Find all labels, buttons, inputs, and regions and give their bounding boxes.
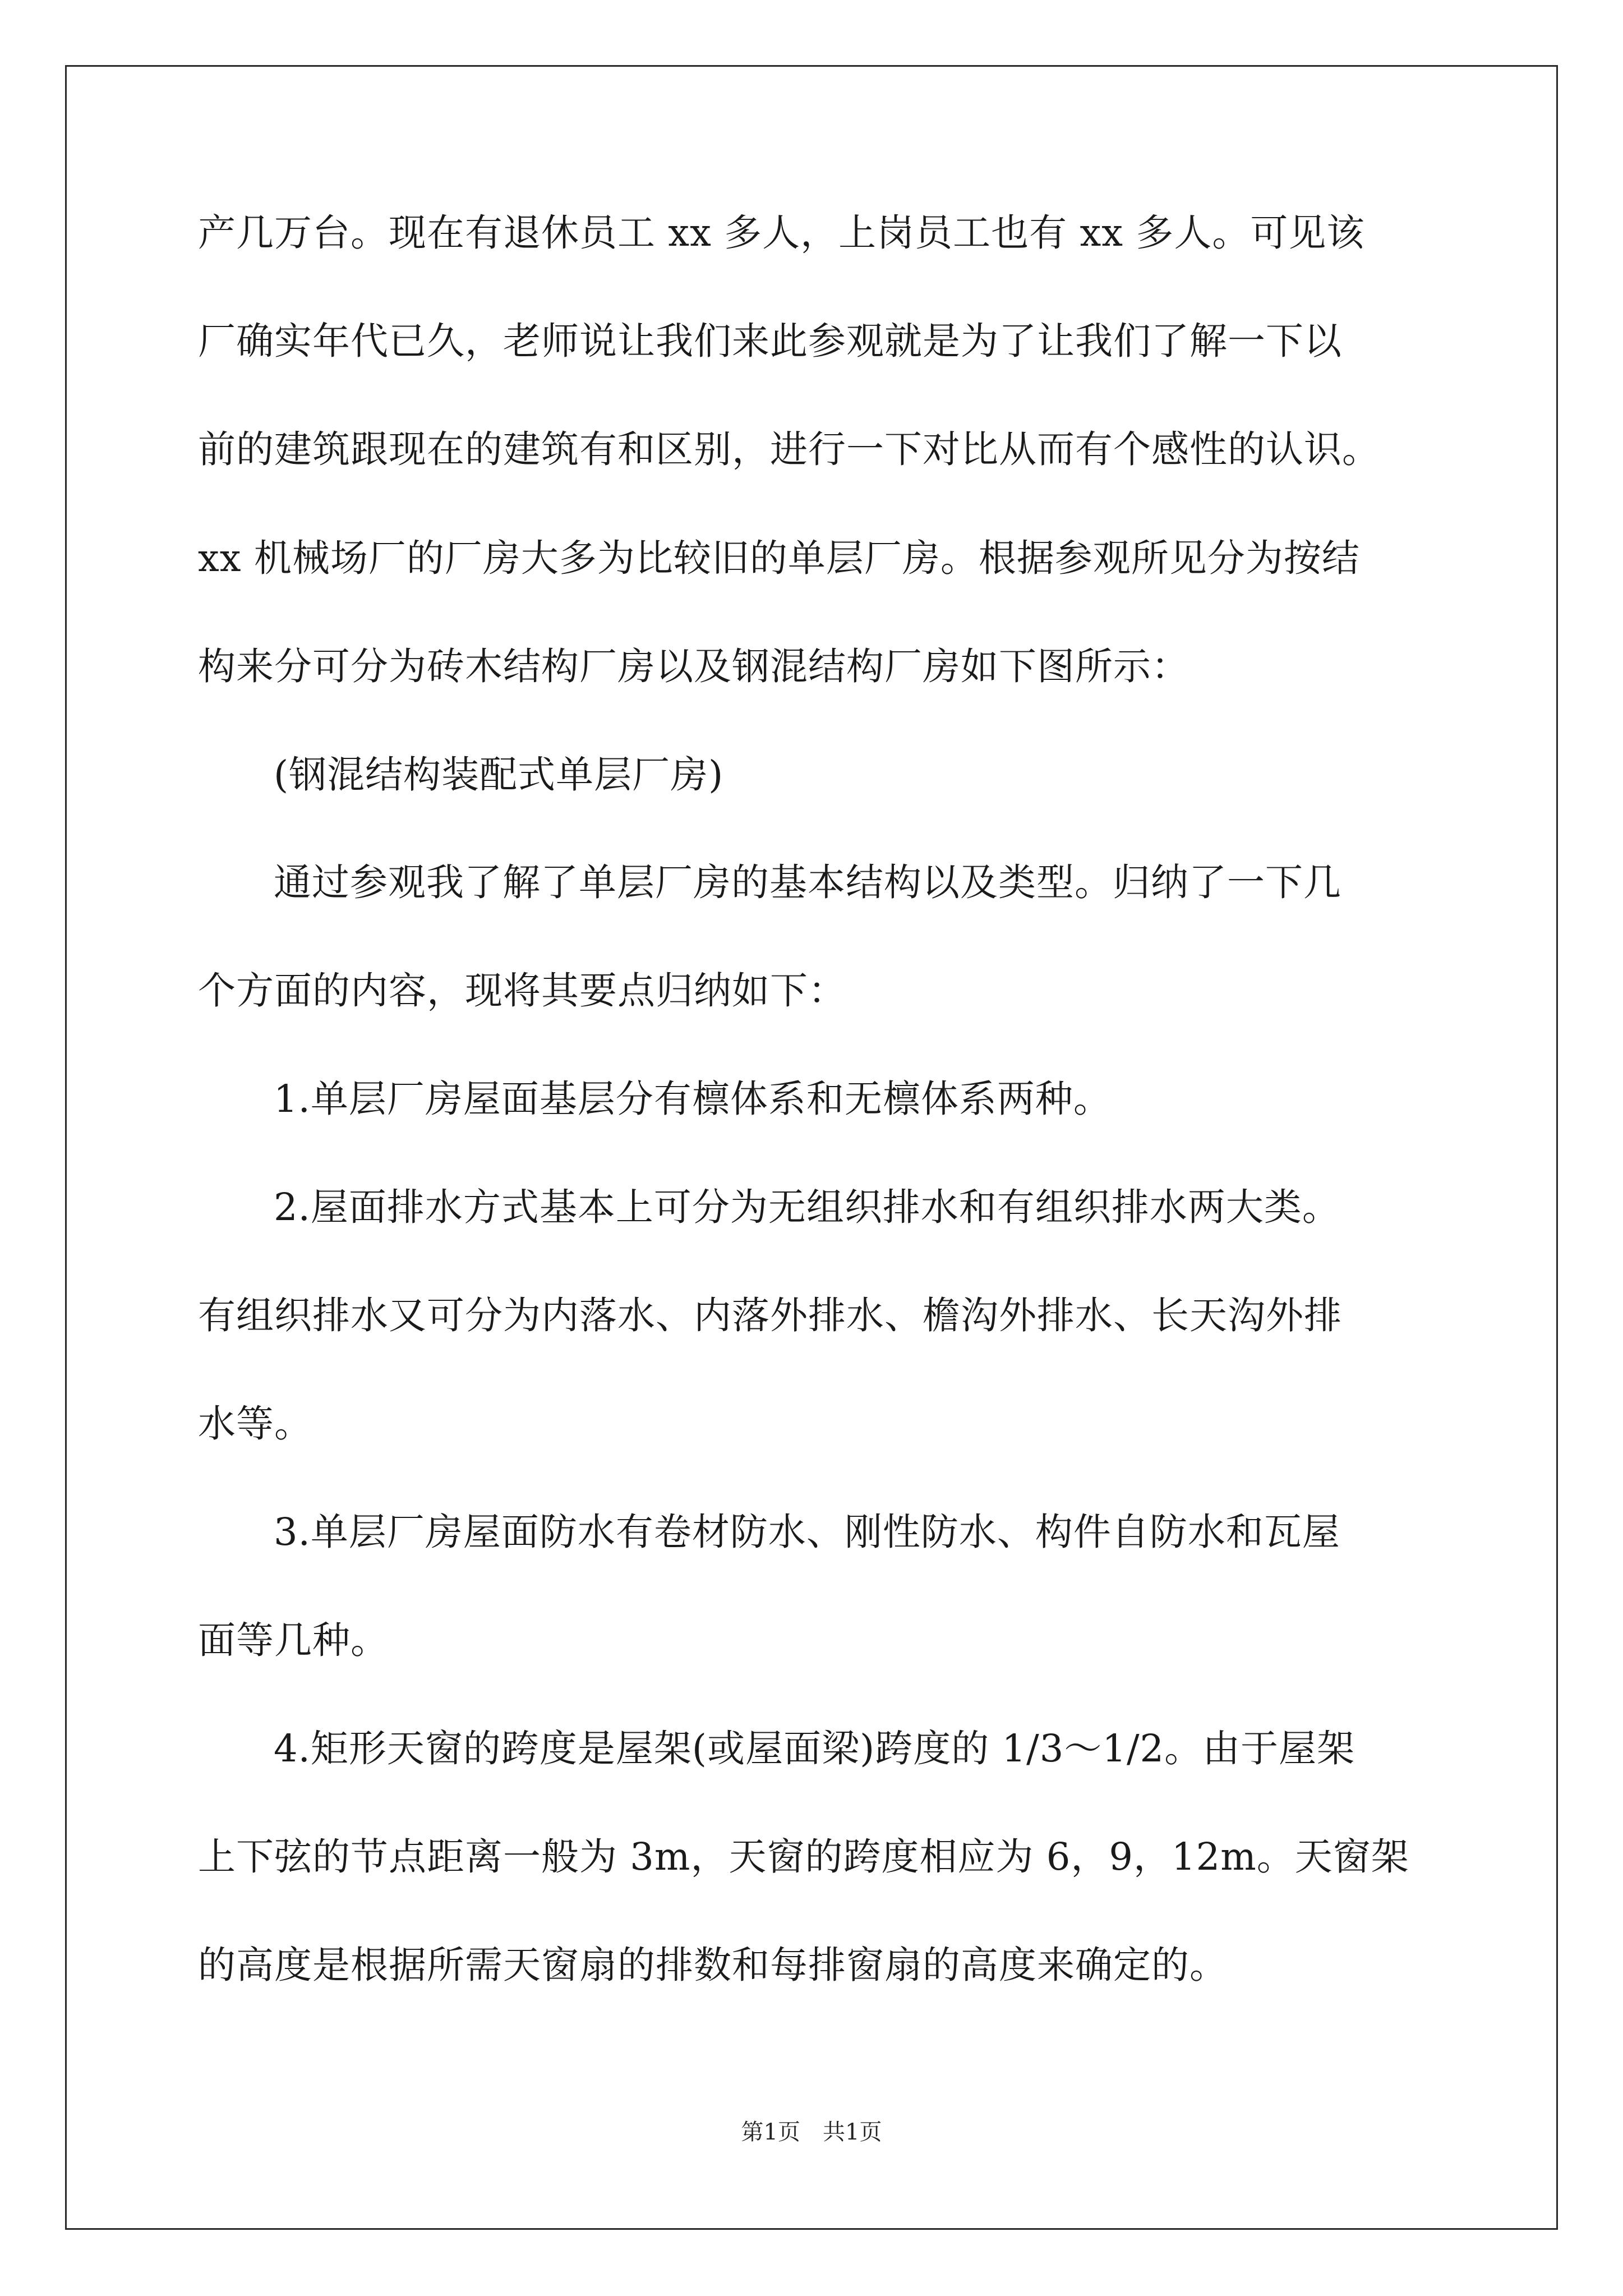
list-item: 2.屋面排水方式基本上可分为无组织排水和有组织排水两大类。 — [274, 1185, 1340, 1229]
list-item: 3.单层厂房屋面防水有卷材防水、刚性防水、构件自防水和瓦屋 — [274, 1510, 1340, 1554]
figure-caption: (钢混结构装配式单层厂房) — [274, 753, 724, 797]
text-line: 前的建筑跟现在的建筑有和区别，进行一下对比从而有个感性的认识。 — [198, 427, 1380, 471]
text-line: 厂确实年代已久，老师说让我们来此参观就是为了让我们了解一下以 — [198, 319, 1342, 363]
text-line: 构来分可分为砖木结构厂房以及钢混结构厂房如下图所示： — [198, 645, 1189, 688]
text-line: 产几万台。现在有退休员工 xx 多人，上岗员工也有 xx 多人。可见该 — [198, 211, 1365, 255]
list-item: 1.单层厂房屋面基层分有檩体系和无檩体系两种。 — [274, 1077, 1112, 1121]
text-line: 个方面的内容，现将其要点归纳如下： — [198, 969, 846, 1013]
text-line: 面等几种。 — [198, 1618, 389, 1662]
list-item: 4.矩形天窗的跨度是屋架(或屋面梁)跨度的 1/3～1/2。由于屋架 — [274, 1727, 1355, 1770]
text-line: 上下弦的节点距离一般为 3m，天窗的跨度相应为 6，9，12m。天窗架 — [198, 1835, 1409, 1879]
text-line: 的高度是根据所需天窗扇的排数和每排窗扇的高度来确定的。 — [198, 1943, 1228, 1987]
text-line: 有组织排水又可分为内落水、内落外排水、檐沟外排水、长天沟外排 — [198, 1294, 1342, 1337]
text-line: xx 机械场厂的厂房大多为比较旧的单层厂房。根据参观所见分为按结 — [198, 536, 1360, 580]
page-number-footer: 第1页 共1页 — [741, 2119, 882, 2145]
page-border — [65, 65, 1558, 2230]
paragraph-start: 通过参观我了解了单层厂房的基本结构以及类型。归纳了一下几 — [274, 861, 1341, 904]
text-line: 水等。 — [198, 1402, 312, 1446]
